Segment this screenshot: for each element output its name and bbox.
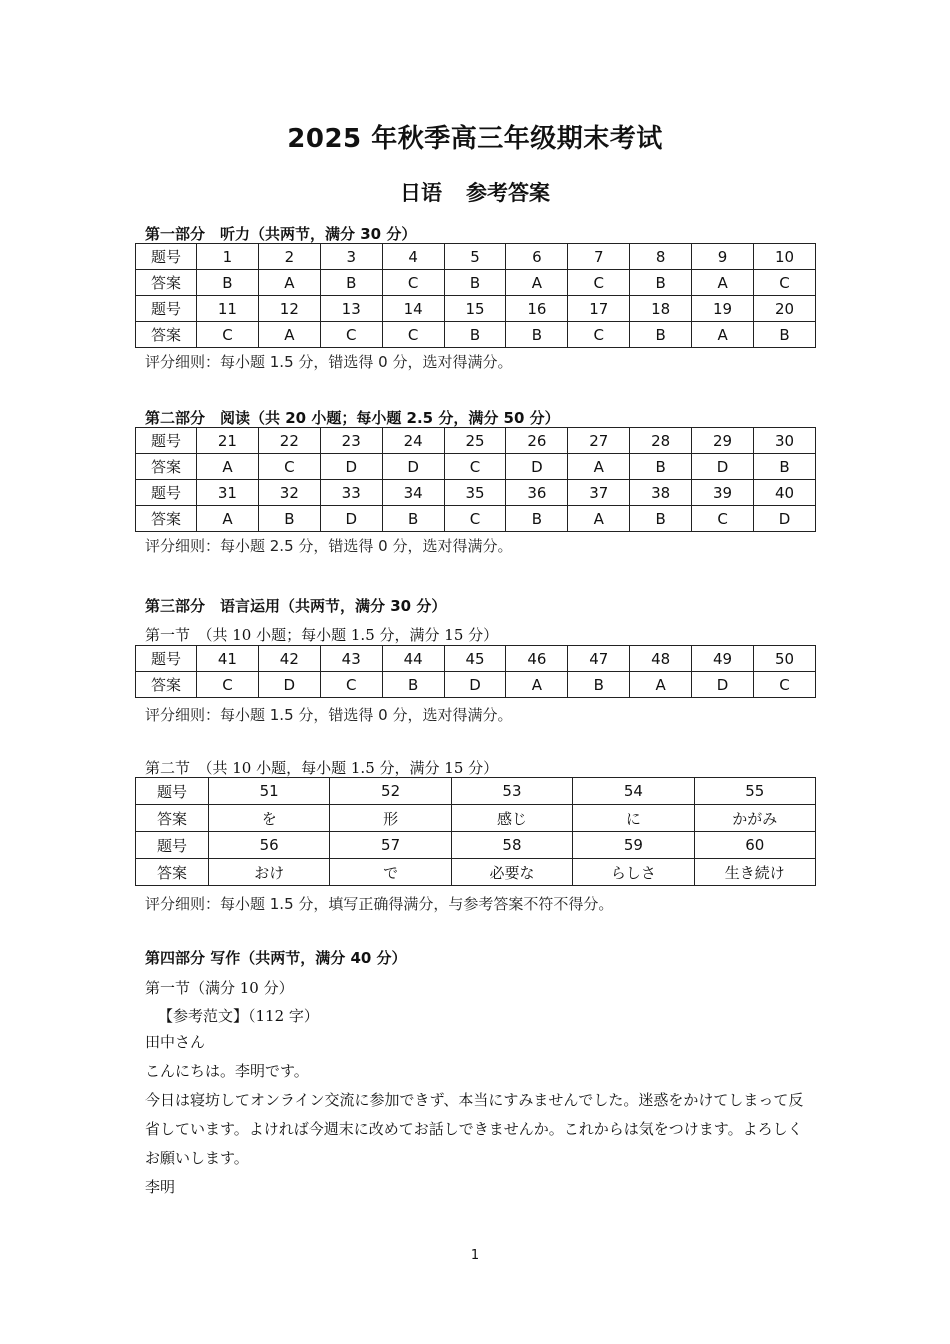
answer-cell: B [382, 672, 444, 698]
row-label-cell: 答案 [136, 672, 197, 698]
answer-cell: B [754, 322, 816, 348]
question-number-cell: 55 [694, 778, 815, 805]
question-number-cell: 49 [692, 646, 754, 672]
sample-essay-label: 【参考范文】（112 字） [158, 1007, 319, 1025]
question-number-cell: 15 [444, 296, 506, 322]
question-number-cell: 27 [568, 428, 630, 454]
question-number-cell: 40 [754, 480, 816, 506]
question-number-cell: 5 [444, 244, 506, 270]
answer-cell: A [197, 506, 259, 532]
question-number-cell: 7 [568, 244, 630, 270]
row-label-cell: 题号 [136, 832, 209, 859]
row-label-cell: 题号 [136, 296, 197, 322]
question-number-cell: 59 [573, 832, 694, 859]
table-row [136, 506, 816, 532]
answer-cell: 必要な [451, 859, 572, 886]
table-row [136, 805, 816, 832]
question-number-cell: 48 [630, 646, 692, 672]
answer-cell: 形 [330, 805, 451, 832]
row-label-cell: 题号 [136, 646, 197, 672]
question-number-cell: 10 [754, 244, 816, 270]
answer-key-label: 参考答案 [466, 181, 550, 205]
question-number-cell: 43 [320, 646, 382, 672]
question-number-cell: 51 [209, 778, 330, 805]
row-label-cell: 答案 [136, 859, 209, 886]
question-number-cell: 28 [630, 428, 692, 454]
question-number-cell: 56 [209, 832, 330, 859]
answer-cell: D [382, 454, 444, 480]
row-label-cell: 答案 [136, 506, 197, 532]
question-number-cell: 46 [506, 646, 568, 672]
answer-cell: A [568, 506, 630, 532]
question-number-cell: 42 [258, 646, 320, 672]
question-number-cell: 50 [754, 646, 816, 672]
answer-cell: に [573, 805, 694, 832]
answer-cell: B [258, 506, 320, 532]
question-number-cell: 52 [330, 778, 451, 805]
answer-cell: B [568, 672, 630, 698]
essay-opening-line: こんにちは。李明です。 [145, 1062, 309, 1080]
answer-cell: 感じ [451, 805, 572, 832]
answer-cell: D [692, 454, 754, 480]
answer-cell: D [692, 672, 754, 698]
part3-section2-answer-table [135, 777, 816, 886]
row-label-cell: 题号 [136, 428, 197, 454]
part3-section1-answer-table [135, 645, 816, 698]
part4-heading: 第四部分 写作（共两节，满分 40 分） [145, 949, 407, 967]
answer-cell: おけ [209, 859, 330, 886]
row-label-cell: 答案 [136, 454, 197, 480]
table-row [136, 296, 816, 322]
question-number-cell: 38 [630, 480, 692, 506]
page-number: 1 [470, 1248, 480, 1263]
answer-cell: B [382, 506, 444, 532]
part3-section1-heading: 第一节 （共 10 小题；每小题 1.5 分，满分 15 分） [145, 626, 499, 644]
part1-scoring-note: 评分细则：每小题 1.5 分，错选得 0 分，选对得满分。 [145, 353, 513, 371]
answer-cell: A [258, 270, 320, 296]
question-number-cell: 37 [568, 480, 630, 506]
question-number-cell: 1 [197, 244, 259, 270]
table-row [136, 270, 816, 296]
sample-essay [145, 1028, 815, 1202]
subject-label: 日语 [400, 181, 442, 205]
question-number-cell: 57 [330, 832, 451, 859]
question-number-cell: 35 [444, 480, 506, 506]
question-number-cell: 41 [197, 646, 259, 672]
answer-cell: B [506, 322, 568, 348]
answer-cell: D [444, 672, 506, 698]
answer-cell: B [630, 506, 692, 532]
row-label-cell: 题号 [136, 480, 197, 506]
answer-cell: A [568, 454, 630, 480]
answer-cell: かがみ [694, 805, 815, 832]
answer-cell: C [444, 506, 506, 532]
answer-cell: C [258, 454, 320, 480]
question-number-cell: 2 [258, 244, 320, 270]
part1-answer-table [135, 243, 816, 348]
answer-cell: で [330, 859, 451, 886]
question-number-cell: 14 [382, 296, 444, 322]
answer-cell: C [568, 270, 630, 296]
part2-answer-table [135, 427, 816, 532]
answer-cell: B [630, 454, 692, 480]
answer-cell: C [382, 270, 444, 296]
essay-signature: 李明 [145, 1178, 176, 1196]
part3-section2-scoring-note: 评分细则：每小题 1.5 分，填写正确得满分，与参考答案不符不得分。 [145, 895, 614, 913]
part4-section1-heading: 第一节（满分 10 分） [145, 979, 294, 997]
question-number-cell: 33 [320, 480, 382, 506]
question-number-cell: 24 [382, 428, 444, 454]
answer-cell: D [506, 454, 568, 480]
question-number-cell: 19 [692, 296, 754, 322]
page-title: 2025 年秋季高三年级期末考试 [287, 124, 663, 154]
question-number-cell: 53 [451, 778, 572, 805]
question-number-cell: 39 [692, 480, 754, 506]
answer-cell: B [754, 454, 816, 480]
part2-scoring-note: 评分细则：每小题 2.5 分，错选得 0 分，选对得满分。 [145, 537, 513, 555]
part3-section2-heading: 第二节 （共 10 小题，每小题 1.5 分，满分 15 分） [145, 759, 499, 777]
table-row [136, 778, 816, 805]
answer-cell: を [209, 805, 330, 832]
question-number-cell: 6 [506, 244, 568, 270]
table-row [136, 480, 816, 506]
part2-heading: 第二部分 阅读（共 20 小题；每小题 2.5 分，满分 50 分） [145, 409, 560, 427]
table-row [136, 244, 816, 270]
row-label-cell: 题号 [136, 778, 209, 805]
question-number-cell: 16 [506, 296, 568, 322]
answer-cell: B [444, 270, 506, 296]
answer-cell: C [444, 454, 506, 480]
table-row [136, 859, 816, 886]
table-row [136, 428, 816, 454]
answer-cell: A [692, 270, 754, 296]
answer-cell: らしさ [573, 859, 694, 886]
answer-cell: B [506, 506, 568, 532]
answer-cell: B [320, 270, 382, 296]
question-number-cell: 21 [197, 428, 259, 454]
question-number-cell: 47 [568, 646, 630, 672]
answer-cell: B [630, 322, 692, 348]
essay-greeting: 田中さん [145, 1033, 206, 1051]
question-number-cell: 3 [320, 244, 382, 270]
answer-cell: C [754, 672, 816, 698]
question-number-cell: 58 [451, 832, 572, 859]
answer-cell: 生き続け [694, 859, 815, 886]
part3-heading: 第三部分 语言运用（共两节，满分 30 分） [145, 597, 447, 615]
answer-cell: D [754, 506, 816, 532]
question-number-cell: 44 [382, 646, 444, 672]
question-number-cell: 17 [568, 296, 630, 322]
answer-cell: A [692, 322, 754, 348]
answer-cell: D [320, 454, 382, 480]
answer-cell: A [506, 672, 568, 698]
answer-cell: D [320, 506, 382, 532]
table-row [136, 832, 816, 859]
question-number-cell: 13 [320, 296, 382, 322]
question-number-cell: 18 [630, 296, 692, 322]
question-number-cell: 45 [444, 646, 506, 672]
answer-cell: B [197, 270, 259, 296]
answer-cell: C [197, 672, 259, 698]
question-number-cell: 34 [382, 480, 444, 506]
question-number-cell: 30 [754, 428, 816, 454]
question-number-cell: 32 [258, 480, 320, 506]
table-row [136, 454, 816, 480]
answer-cell: C [754, 270, 816, 296]
question-number-cell: 22 [258, 428, 320, 454]
part1-heading: 第一部分 听力（共两节，满分 30 分） [145, 225, 417, 243]
question-number-cell: 54 [573, 778, 694, 805]
page-subtitle [0, 177, 950, 207]
question-number-cell: 4 [382, 244, 444, 270]
part3-section1-scoring-note: 评分细则：每小题 1.5 分，错选得 0 分，选对得满分。 [145, 706, 513, 724]
question-number-cell: 11 [197, 296, 259, 322]
question-number-cell: 23 [320, 428, 382, 454]
essay-paragraph: 今日は寝坊してオンライン交流に参加できず、本当にすみませんでした。迷惑をかけてしまって反省しています。よければ今週末に改めてお話しできませんか。これからは気をつけます。よろしくお願いします。 [145, 1091, 804, 1167]
row-label-cell: 答案 [136, 270, 197, 296]
table-row [136, 646, 816, 672]
question-number-cell: 9 [692, 244, 754, 270]
question-number-cell: 25 [444, 428, 506, 454]
question-number-cell: 8 [630, 244, 692, 270]
answer-cell: C [568, 322, 630, 348]
question-number-cell: 36 [506, 480, 568, 506]
answer-cell: B [444, 322, 506, 348]
row-label-cell: 答案 [136, 322, 197, 348]
question-number-cell: 20 [754, 296, 816, 322]
answer-cell: A [506, 270, 568, 296]
row-label-cell: 题号 [136, 244, 197, 270]
question-number-cell: 60 [694, 832, 815, 859]
answer-cell: A [258, 322, 320, 348]
answer-cell: C [382, 322, 444, 348]
answer-cell: A [197, 454, 259, 480]
question-number-cell: 31 [197, 480, 259, 506]
question-number-cell: 29 [692, 428, 754, 454]
question-number-cell: 12 [258, 296, 320, 322]
answer-cell: D [258, 672, 320, 698]
answer-cell: C [692, 506, 754, 532]
table-row [136, 672, 816, 698]
answer-cell: C [320, 322, 382, 348]
question-number-cell: 26 [506, 428, 568, 454]
answer-cell: B [630, 270, 692, 296]
row-label-cell: 答案 [136, 805, 209, 832]
answer-cell: A [630, 672, 692, 698]
table-row [136, 322, 816, 348]
answer-cell: C [197, 322, 259, 348]
answer-cell: C [320, 672, 382, 698]
